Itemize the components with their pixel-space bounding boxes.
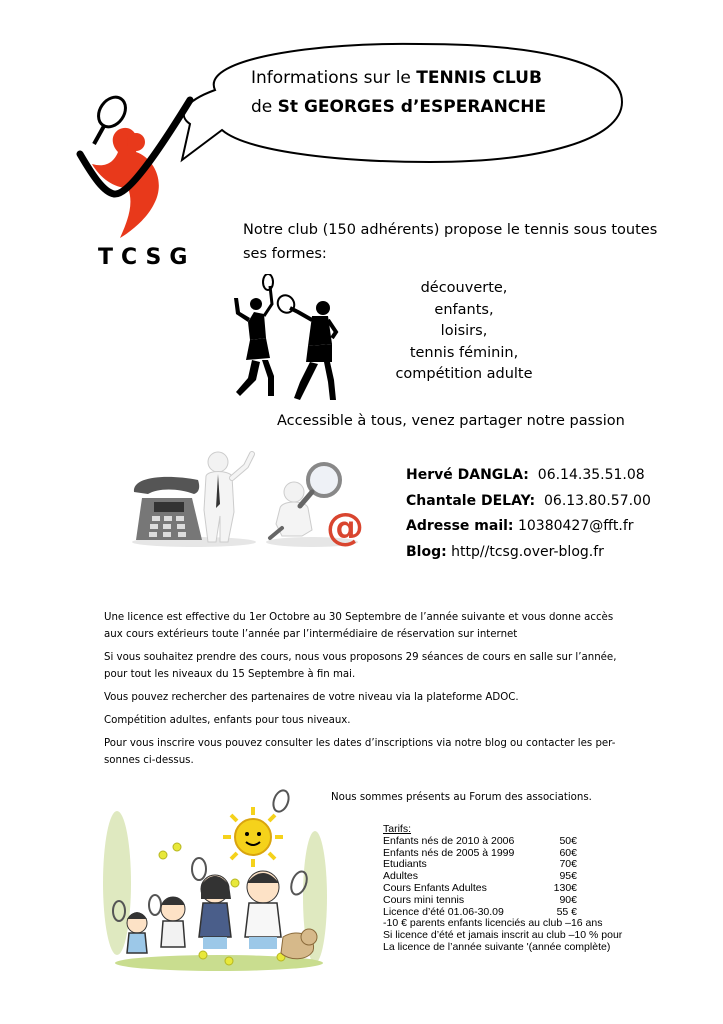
contact-row: Hervé DANGLA: 06.14.35.51.08 xyxy=(406,467,645,483)
contact-block xyxy=(406,463,706,565)
paragraph: Pour vous inscrire vous pouvez consulter les dates d’inscriptions via notre blog ou contacter les per- sonnes ci-dessus. xyxy=(104,738,616,766)
list-item: loisirs, xyxy=(440,323,488,339)
paragraph: Une licence est effective du 1er Octobre au 30 Septembre de l’année suivante et vous donne accès aux cours extérieurs toute l’année par l’intermédiaire de réservation sur internet xyxy=(104,612,614,640)
contact-row: Chantale DELAY: 06.13.80.57.00 xyxy=(406,492,651,509)
contact-row: Adresse mail: 10380427@fft.fr xyxy=(406,518,634,534)
tarif-row: Enfants nés de 2005 à 1999 60€ xyxy=(383,846,577,859)
forms-list xyxy=(370,278,558,386)
paragraph: Si vous souhaitez prendre des cours, nous vous proposons 29 séances de cours en salle sur l’année, pour tout les niveaux du 15 Septembre à fin mai. xyxy=(104,652,617,680)
logo-text: TCSG xyxy=(98,245,196,270)
intro-text: Notre club (150 adhérents) propose le tennis sous toutes ses formes: xyxy=(243,222,658,262)
list-item: tennis féminin, xyxy=(409,344,519,361)
title-line2-bold: St GEORGES d’ESPERANCHE xyxy=(277,97,547,117)
info-paragraphs xyxy=(104,609,624,775)
title-line2-prefix: de xyxy=(251,97,278,117)
tarifs-title: Tarifs: xyxy=(383,823,412,835)
phone-person-icon xyxy=(128,446,260,548)
tagline: Accessible à tous, venez partager notre passion xyxy=(277,413,625,429)
page-title xyxy=(251,64,611,122)
tarifs-block xyxy=(383,824,653,954)
tarif-row: Adultes 95€ xyxy=(383,870,577,883)
contact-row: Blog: http//tcsg.over-blog.fr xyxy=(406,543,604,560)
forum-note: Nous sommes présents au Forum des associations. xyxy=(331,792,592,803)
list-item: compétition adulte xyxy=(395,366,533,382)
tarif-row: Licence d’été 01.06-30.09 55 € xyxy=(383,905,577,918)
email-link[interactable]: 10380427@fft.fr xyxy=(517,518,634,534)
list-item: enfants, xyxy=(434,301,494,318)
phone-number[interactable]: 06.13.80.57.00 xyxy=(544,492,651,509)
tarif-row: Cours mini tennis 90€ xyxy=(383,893,577,906)
tarif-row: Enfants nés de 2010 à 2006 50€ xyxy=(383,834,577,847)
search-email-icon xyxy=(262,458,366,548)
phone-number[interactable]: 06.14.35.51.08 xyxy=(537,467,645,483)
paragraph: Vous pouvez rechercher des partenaires de votre niveau via la plateforme ADOC. xyxy=(104,692,519,703)
list-item: découverte, xyxy=(420,280,508,296)
blog-link[interactable]: http//tcsg.over-blog.fr xyxy=(451,543,604,560)
title-bold: TENNIS CLUB xyxy=(416,68,542,88)
paragraph: Compétition adultes, enfants pour tous niveaux. xyxy=(104,715,351,726)
title-prefix: Informations sur le xyxy=(251,68,417,88)
tennis-players-icon xyxy=(228,274,343,404)
tarif-row: Etudiants 70€ xyxy=(383,858,577,871)
svg-text:@: @ xyxy=(326,505,364,548)
tarif-note: La licence de l’année suivante '(année complète) xyxy=(383,940,611,953)
tarif-note: -10 € parents enfants licenciés au club –16 ans xyxy=(383,917,603,930)
tarif-row: Cours Enfants Adultes 130€ xyxy=(383,881,577,894)
tarif-note: Si licence d’été et jamais inscrit au club –10 % pour xyxy=(383,929,623,942)
club-logo-icon xyxy=(70,92,200,242)
kids-tennis-illustration xyxy=(103,787,335,979)
